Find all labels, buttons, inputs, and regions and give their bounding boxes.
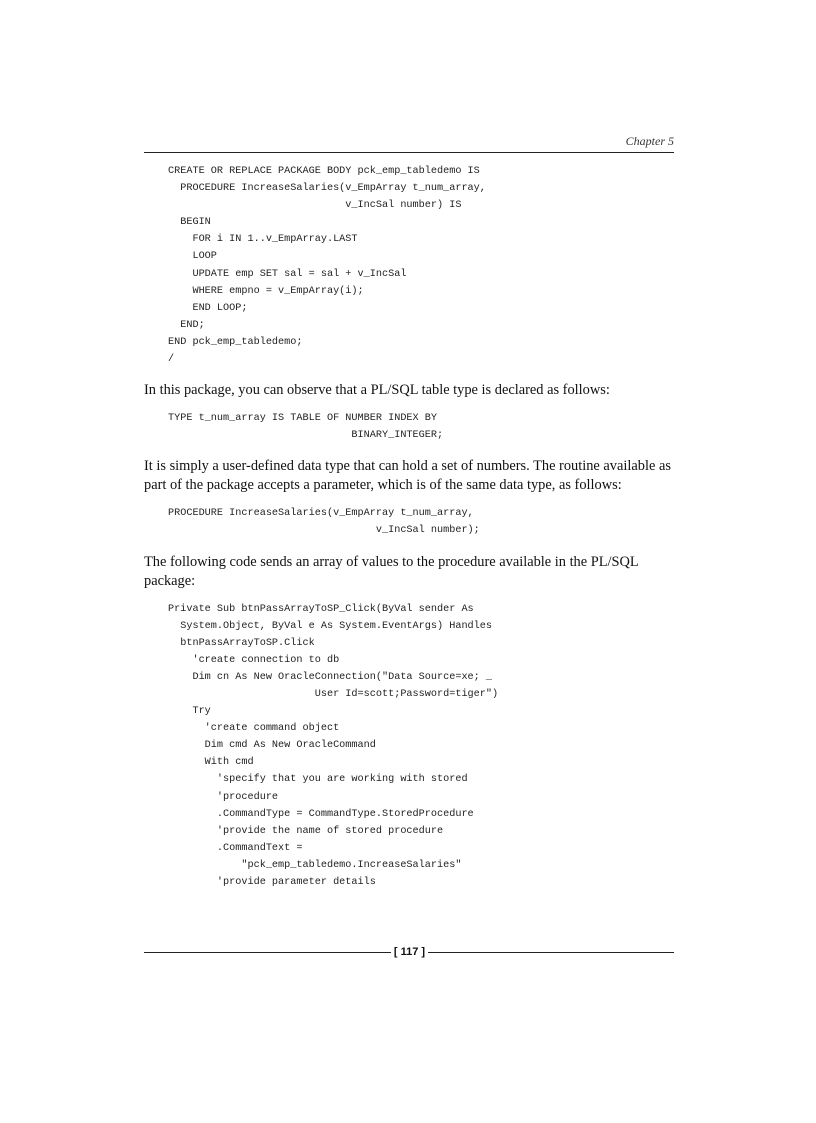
page-number: [ 117 ] <box>393 946 426 958</box>
chapter-label: Chapter 5 <box>625 134 674 148</box>
page-header <box>144 134 674 153</box>
footer-rule-right <box>428 952 674 953</box>
code-block-package-body: CREATE OR REPLACE PACKAGE BODY pck_emp_tabledemo IS PROCEDURE IncreaseSalaries(v_EmpArray t_num_array, v_IncSal number) IS BEGIN FOR i IN 1..v_EmpArray.LAST LOOP UPDATE emp SET sal = sal + v_IncSal WHERE empno = v_EmpArray(i); END LOOP; END; END pck_emp_tabledemo; / <box>168 166 486 366</box>
paragraph-table-type: In this package, you can observe that a PL/SQL table type is declared as follows: <box>144 382 610 399</box>
page-footer <box>144 944 674 960</box>
code-block-vb-handler: Private Sub btnPassArrayToSP_Click(ByVal sender As System.Object, ByVal e As System.EventArgs) Handles btnPassArrayToSP.Click 'create connection to db Dim cn As New OracleConnection("Data Source=xe; _ User Id=scott;Password=tiger") Try 'create command object Dim cmd As New OracleCommand With cmd 'specify that you are working with stored 'procedure .CommandType = CommandType.StoredProcedure 'provide the name of stored procedure .CommandText = "pck_emp_tabledemo.IncreaseSalaries" 'provide parameter details <box>168 603 499 888</box>
paragraph-user-defined-type: It is simply a user-defined data type that can hold a set of numbers. The routine available as part of the package accepts a parameter, which is of the same data type, as follows: <box>144 458 671 494</box>
paragraph-sends-array: The following code sends an array of values to the procedure available in the PL/SQL package: <box>144 553 639 589</box>
code-block-procedure-signature: PROCEDURE IncreaseSalaries(v_EmpArray t_num_array, v_IncSal number); <box>168 508 480 537</box>
page-content <box>144 163 676 891</box>
code-block-type-declaration: TYPE t_num_array IS TABLE OF NUMBER INDEX BY BINARY_INTEGER; <box>168 413 444 442</box>
footer-rule-left <box>144 952 391 953</box>
